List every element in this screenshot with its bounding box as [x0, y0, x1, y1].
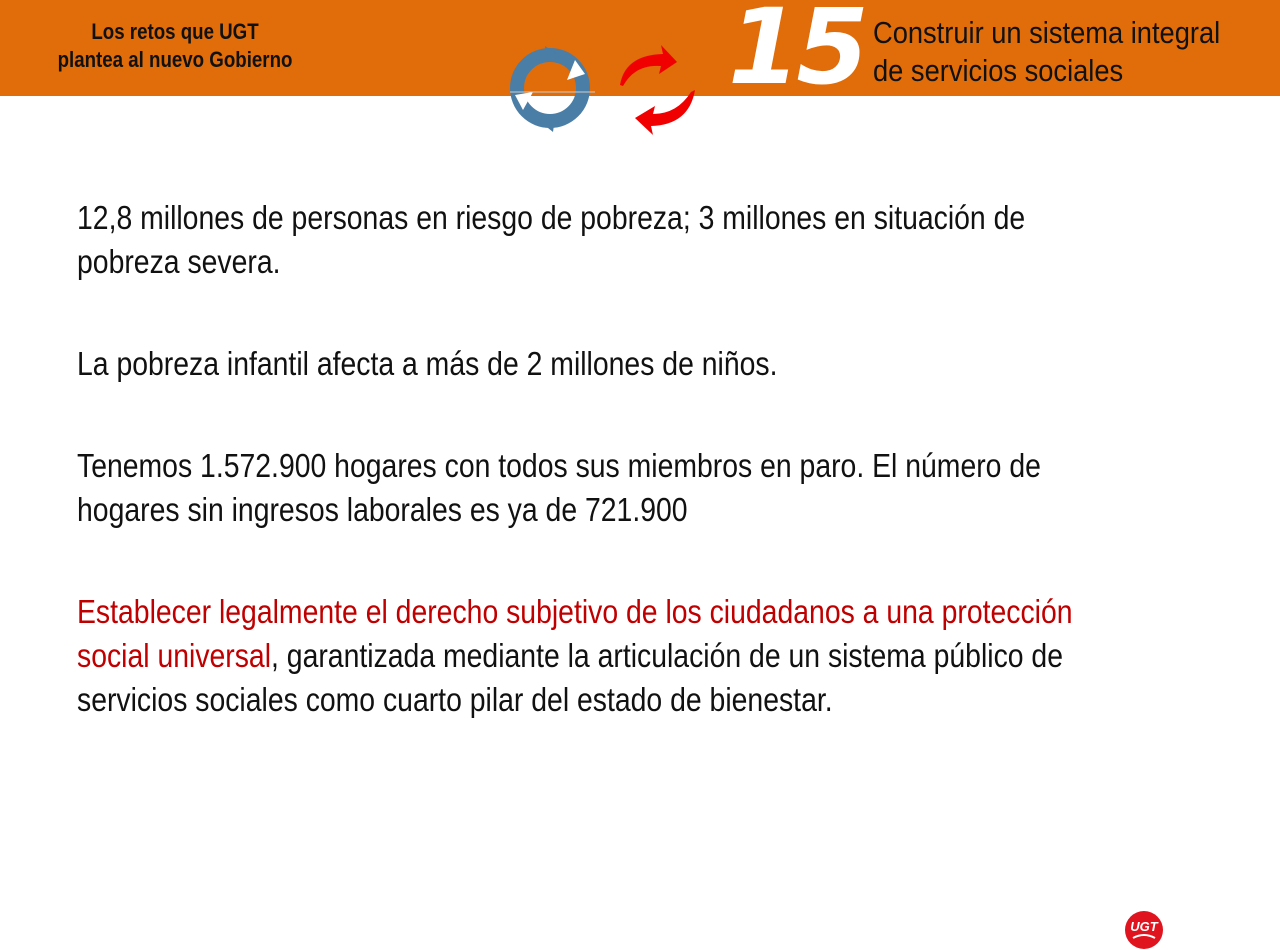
ugt-logo: [1124, 910, 1166, 950]
highlight-text: Establecer legalmente el derecho subjetivo de los ciudadanos a una protección: [77, 593, 1073, 630]
proposal-paragraph: [77, 590, 1073, 722]
text-line: , garantizada mediante la articulación de un sistema público de: [271, 637, 1063, 674]
text-line: servicios sociales como cuarto pilar del estado de bienestar.: [77, 681, 833, 718]
text-line: 12,8 millones de personas en riesgo de pobreza; 3 millones en situación de: [77, 199, 1026, 236]
slide-number: 15: [728, 0, 865, 108]
text-line: Tenemos 1.572.900 hogares con todos sus miembros en paro. El número de: [77, 447, 1041, 484]
poverty-risk-paragraph: [77, 196, 1073, 284]
child-poverty-paragraph: [77, 342, 1073, 386]
subtitle-line: plantea al nuevo Gobierno: [57, 47, 293, 72]
text-line: pobreza severa.: [77, 243, 281, 280]
title-line: Construir un sistema integral: [873, 15, 1221, 50]
slide-body: [77, 196, 1235, 780]
text-line: hogares sin ingresos laborales es ya de 721.900: [77, 491, 688, 528]
title-line: de servicios sociales: [873, 53, 1124, 88]
subtitle-line: Los retos que UGT: [91, 19, 259, 44]
svg-text:UGT: UGT: [1130, 919, 1158, 934]
text-line: La pobreza infantil afecta a más de 2 millones de niños.: [77, 345, 778, 382]
slide-title: [873, 14, 1220, 90]
highlight-text: social universal: [77, 637, 272, 674]
slide-subtitle: [52, 18, 299, 74]
households-paragraph: [77, 444, 1073, 532]
cycle-arrows-icon: [505, 40, 705, 140]
